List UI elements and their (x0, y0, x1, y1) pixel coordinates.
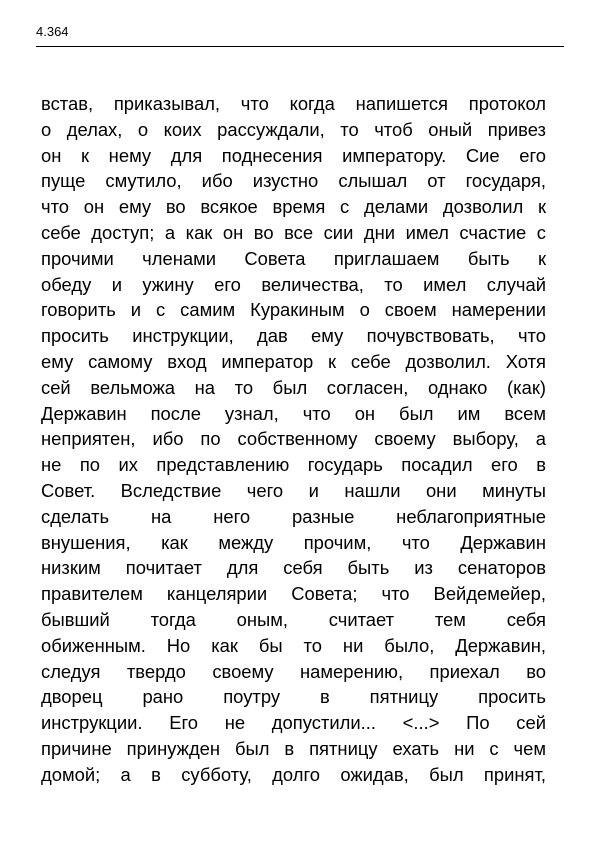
text-line: он к нему для поднесения императору. Сие его (41, 144, 546, 166)
text-line: обиженным. Но как бы то ни было, Державин, (41, 634, 546, 656)
text-line: низким почитает для себя быть из сенаторов (41, 557, 546, 579)
text-line: сей вельможа на то был согласен, однако (как) (41, 376, 546, 398)
text-line: неприятен, ибо по собственному своему выбору, а (41, 428, 546, 450)
text-line: не по их представлению государь посадил его в (41, 454, 546, 476)
text-line: следуя твердо своему намерению, приехал во (41, 660, 546, 682)
page-number: 4.364 (36, 24, 69, 39)
text-line: себе доступ; а как он во все сии дни имел счастие с (41, 221, 546, 243)
text-line: ему самому вход император к себе дозволил. Хотя (41, 350, 546, 372)
text-line: правителем канцелярии Совета; что Вейдемейер, (41, 583, 546, 605)
text-line: домой; а в субботу, долго ожидав, был принят, (41, 763, 546, 785)
text-line: просить инструкции, дав ему почувствовать, что (41, 325, 546, 347)
text-body (41, 91, 546, 788)
text-line: пуще смутило, ибо изустно слышал от государя, (41, 170, 546, 192)
text-line: бывший тогда оным, считает тем себя (41, 608, 546, 630)
text-line: внушения, как между прочим, что Державин (41, 531, 546, 553)
text-line: причине принужден был в пятницу ехать ни с чем (41, 737, 546, 759)
text-line: инструкции. Его не допустили... <...> По сей (41, 712, 546, 734)
text-line: сделать на него разные неблагоприятные (41, 505, 546, 527)
text-line: о делах, о коих рассуждали, то чтоб оный привез (41, 118, 546, 140)
text-line: встав, приказывал, что когда напишется протокол (41, 93, 546, 114)
text-line: обеду и ужину его величества, то имел случай (41, 273, 546, 295)
text-line: Совет. Вследствие чего и нашли они минуты (41, 479, 546, 501)
text-line: прочими членами Совета приглашаем быть к (41, 247, 546, 269)
text-line: дворец рано поутру в пятницу просить (41, 686, 546, 708)
text-line: говорить и с самим Куракиным о своем намерении (41, 299, 546, 321)
page-header (36, 24, 564, 47)
text-line: Державин после узнал, что он был им всем (41, 402, 546, 424)
text-line: что он ему во всякое время с делами дозволил к (41, 196, 546, 218)
